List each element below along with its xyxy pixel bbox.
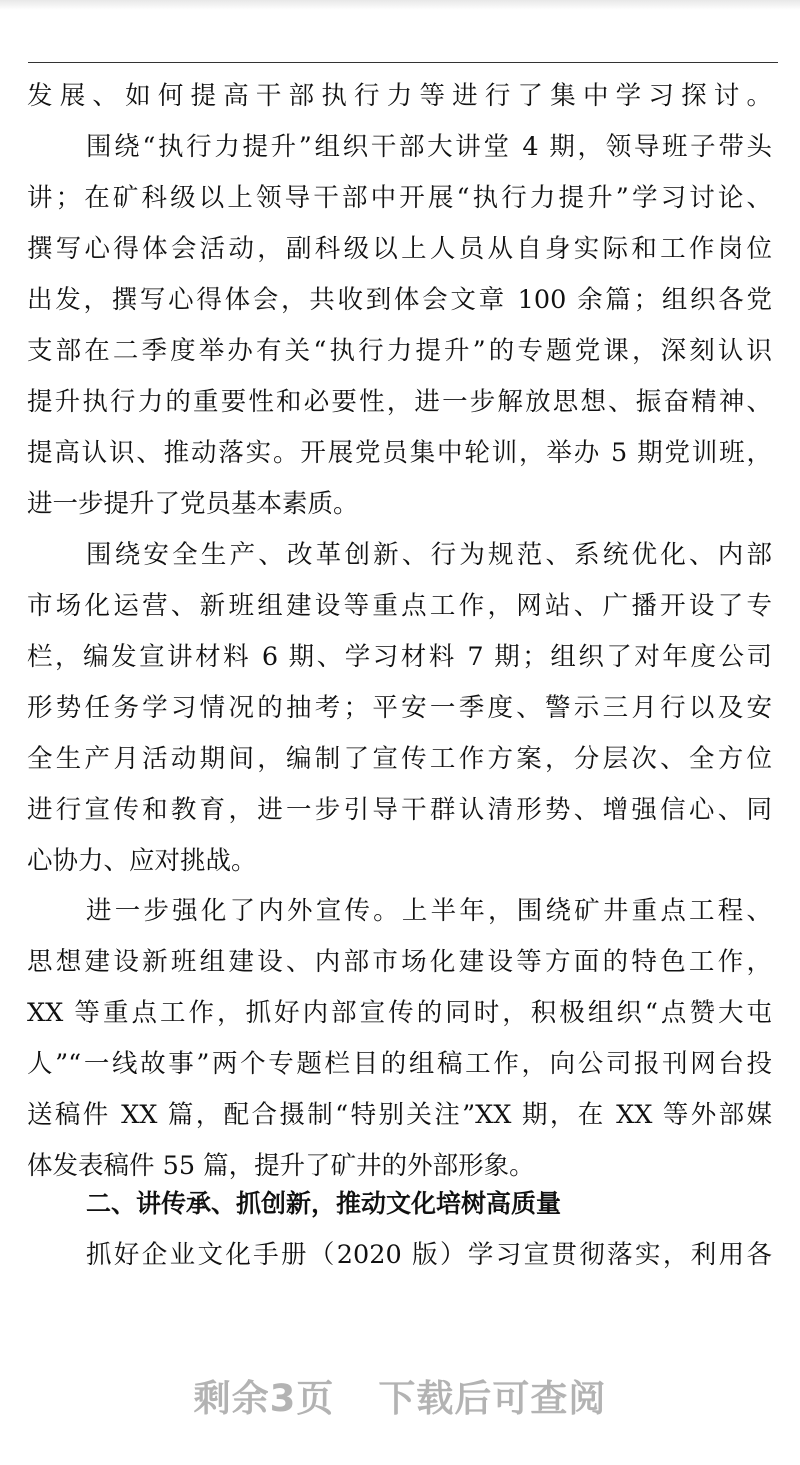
body-line: 送稿件 XX 篇，配合摄制“特别关注”XX 期，在 XX 等外部媒 bbox=[27, 1100, 772, 1130]
body-line: 出发，撰写心得体会，共收到体会文章 100 余篇；组织各党 bbox=[27, 285, 772, 315]
body-line: XX 等重点工作，抓好内部宣传的同时，积极组织“点赞大屯 bbox=[27, 998, 772, 1028]
body-line: 讲；在矿科级以上领导干部中开展“执行力提升”学习讨论、 bbox=[27, 183, 772, 213]
download-prompt[interactable] bbox=[0, 1368, 800, 1422]
body-line: 进行宣传和教育，进一步引导干群认清形势、增强信心、同 bbox=[27, 795, 772, 825]
body-line: 市场化运营、新班组建设等重点工作，网站、广播开设了专 bbox=[27, 591, 772, 621]
remaining-pages-label: 剩余3页 bbox=[193, 1377, 335, 1420]
body-line: 心协力、应对挑战。 bbox=[27, 846, 257, 876]
body-line: 人”“一线故事”两个专题栏目的组稿工作，向公司报刊网台投 bbox=[27, 1049, 772, 1079]
body-line: 发展、如何提高干部执行力等进行了集中学习探讨。 bbox=[27, 81, 772, 111]
body-line: 进一步强化了内外宣传。上半年，围绕矿井重点工程、 bbox=[86, 896, 772, 926]
top-edge bbox=[0, 0, 800, 10]
body-line: 围绕“执行力提升”组织干部大讲堂 4 期，领导班子带头 bbox=[86, 132, 772, 162]
body-line: 提高认识、推动落实。开展党员集中轮训，举办 5 期党训班， bbox=[27, 438, 772, 468]
body-line: 进一步提升了党员基本素质。 bbox=[27, 489, 359, 519]
header-rule bbox=[28, 62, 778, 63]
body-line: 支部在二季度举办有关“执行力提升”的专题党课，深刻认识 bbox=[27, 336, 772, 366]
body-line: 抓好企业文化手册（2020 版）学习宣贯彻落实，利用各 bbox=[86, 1240, 772, 1270]
body-line: 体发表稿件 55 篇，提升了矿井的外部形象。 bbox=[27, 1151, 535, 1181]
body-line: 形势任务学习情况的抽考；平安一季度、警示三月行以及安 bbox=[27, 693, 772, 723]
body-line: 全生产月活动期间，编制了宣传工作方案，分层次、全方位 bbox=[27, 744, 772, 774]
body-line: 栏，编发宣讲材料 6 期、学习材料 7 期；组织了对年度公司 bbox=[27, 642, 772, 672]
body-line: 围绕安全生产、改革创新、行为规范、系统优化、内部 bbox=[86, 540, 772, 570]
download-label: 下载后可查阅 bbox=[378, 1377, 607, 1420]
body-line: 提升执行力的重要性和必要性，进一步解放思想、振奋精神、 bbox=[27, 387, 772, 417]
body-line: 思想建设新班组建设、内部市场化建设等方面的特色工作， bbox=[27, 947, 772, 977]
body-line: 撰写心得体会活动，副科级以上人员从自身实际和工作岗位 bbox=[27, 234, 772, 264]
section-heading: 二、讲传承、抓创新，推动文化培树高质量 bbox=[86, 1189, 562, 1218]
